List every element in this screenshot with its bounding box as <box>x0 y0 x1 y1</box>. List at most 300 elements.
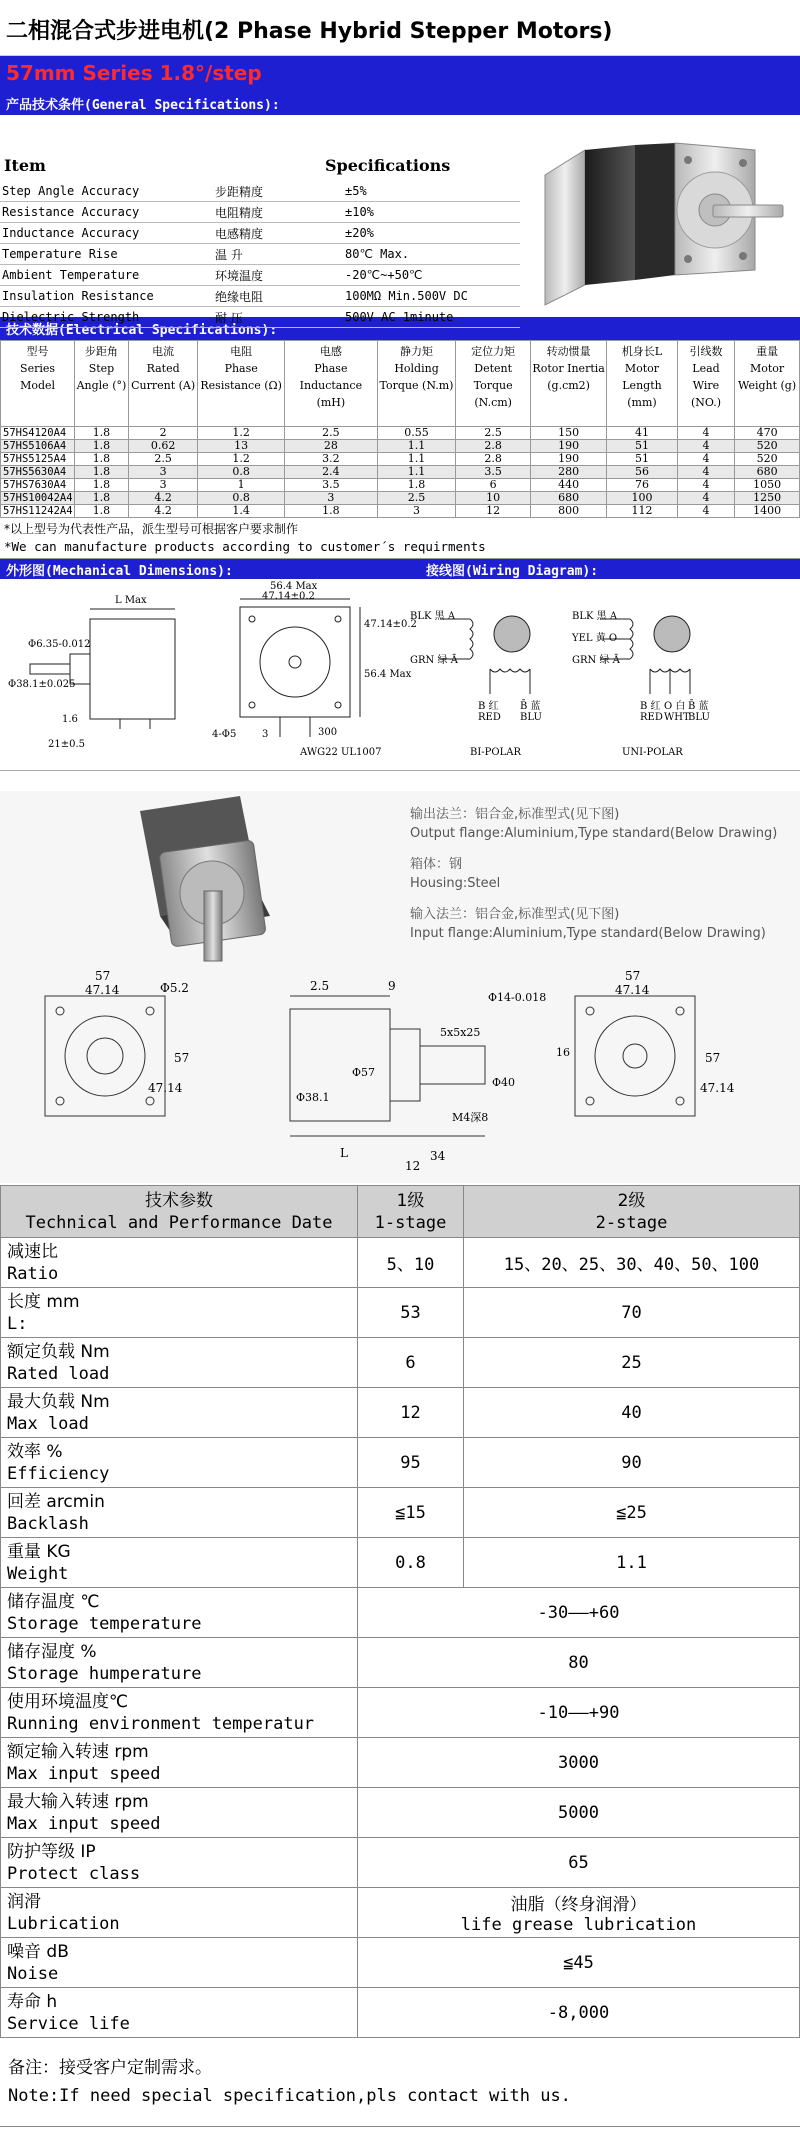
dim-r: 47.14 <box>148 1081 183 1095</box>
elec-cell: 4 <box>677 505 734 518</box>
perf-stage1-value: 0.8 <box>358 1538 464 1588</box>
perf-label-cn: 储存湿度 % <box>7 1641 97 1662</box>
elec-header-en: Phase Resistance (Ω) <box>200 362 282 392</box>
perf-row <box>1 1538 800 1588</box>
perf-row <box>1 1338 800 1388</box>
elec-cell: 680 <box>531 492 607 505</box>
elec-cell: 0.55 <box>377 427 455 440</box>
elec-header-cn: 引线数 <box>689 345 723 358</box>
elec-header-en: Holding Torque (N.m) <box>379 362 454 392</box>
dim-shaft-dia: Φ6.35-0.012 <box>28 639 91 650</box>
elec-column-header <box>456 341 531 427</box>
perf-row <box>1 1738 800 1788</box>
elec-cell: 1.1 <box>377 466 455 479</box>
spec-value: ±20% <box>345 226 374 240</box>
elec-cell: 2.5 <box>284 427 377 440</box>
model-cell: 57HS7630A4 <box>1 479 75 492</box>
elec-cell: 2.5 <box>377 492 455 505</box>
dim-n: 16 <box>556 1046 570 1059</box>
series-banner: 57mm Series 1.8°/step <box>0 56 800 92</box>
wiring-diagram-label: 接线图(Wiring Diagram): <box>426 563 599 579</box>
elec-cell: 1.8 <box>75 505 129 518</box>
perf-label <box>1 1338 358 1388</box>
elec-row <box>1 440 800 453</box>
elec-cell: 1.8 <box>75 440 129 453</box>
elec-row <box>1 453 800 466</box>
elec-cell: 13 <box>198 440 284 453</box>
elec-column-header <box>198 341 284 427</box>
dim-lead-length: 300 <box>318 727 338 738</box>
elec-cell: 51 <box>607 440 678 453</box>
perf-row <box>1 1488 800 1538</box>
perf-label <box>1 1688 358 1738</box>
spec-item-en: Inductance Accuracy <box>2 226 140 240</box>
perf-merged-value <box>358 1638 800 1688</box>
elec-cell: 2.8 <box>456 453 531 466</box>
elec-cell: 1250 <box>735 492 800 505</box>
elec-cell: 2.5 <box>456 427 531 440</box>
dim-p: 47.14 <box>615 983 650 997</box>
elec-cell: 4 <box>677 440 734 453</box>
spec-item-cn: 耐 压 <box>215 310 243 325</box>
wire-bb2: B̄ 蓝 BLU <box>688 701 710 723</box>
dim-boss-height: 1.6 <box>62 714 78 725</box>
perf-row <box>1 1788 800 1838</box>
housing-text <box>410 855 500 893</box>
housing-en: Housing:Steel <box>410 876 501 891</box>
elec-header-en: Series Model <box>20 362 56 392</box>
elec-header-cn: 转动惯量 <box>546 345 591 358</box>
elec-cell: 150 <box>531 427 607 440</box>
perf-label-cn: 储存温度 ℃ <box>7 1591 100 1612</box>
elec-row <box>1 492 800 505</box>
elec-cell: 4 <box>677 453 734 466</box>
perf-merged-value <box>358 1738 800 1788</box>
note-cn: *以上型号为代表性产品，派生型号可根据客户要求制作 <box>4 522 299 536</box>
spec-value: 100MΩ Min.500V DC <box>345 289 468 303</box>
elec-cell: 4 <box>677 492 734 505</box>
mechanical-bar <box>0 559 800 579</box>
perf-value: 油脂（终身润滑） <box>510 1895 647 1915</box>
wire-b-blu: B̄ 蓝 BLU <box>520 701 542 723</box>
elec-cell: 520 <box>735 440 800 453</box>
mechanical-drawings <box>0 579 800 771</box>
elec-cell: 10 <box>456 492 531 505</box>
elec-header-en: Rotor Inertia (g.cm2) <box>532 362 605 392</box>
perf-value: -8,000 <box>547 2002 610 2023</box>
perf-label <box>1 1238 358 1288</box>
note-en: *We can manufacture products according to customer´s requirments <box>4 539 486 554</box>
elec-row <box>1 505 800 518</box>
electrical-notes <box>0 518 800 559</box>
elec-cell: 1.8 <box>75 466 129 479</box>
dim-e: 9 <box>388 979 396 993</box>
perf-label-en: Running environment temperatur <box>7 1713 315 1734</box>
perf-merged-value <box>358 1988 800 2038</box>
elec-cell: 4 <box>677 466 734 479</box>
elec-cell: 56 <box>607 466 678 479</box>
elec-cell: 800 <box>531 505 607 518</box>
elec-header-en: Lead Wire (NO.) <box>690 362 722 409</box>
elec-header-cn: 静力矩 <box>400 345 434 358</box>
wire-blk-a: BLK 黑 A <box>410 611 456 622</box>
elec-header-en: Phase Inductance (mH) <box>299 362 363 409</box>
perf-label-cn: 长度 mm <box>7 1291 80 1312</box>
dim-three: 3 <box>262 729 269 740</box>
elec-cell: 1 <box>198 479 284 492</box>
dim-a: 57 <box>95 969 111 983</box>
elec-cell: 3 <box>377 505 455 518</box>
perf-label-cn: 寿命 h <box>7 1991 58 2012</box>
perf-label-en: Rated load <box>7 1363 110 1384</box>
elec-cell: 12 <box>456 505 531 518</box>
elec-header-en: Rated Current (A) <box>131 362 196 392</box>
perf-merged-value <box>358 1838 800 1888</box>
input-flange-en: Input flange:Aluminium,Type standard(Below Drawing) <box>410 926 766 941</box>
elec-column-header <box>607 341 678 427</box>
perf-label-cn: 效率 % <box>7 1441 63 1462</box>
model-cell: 57HS10042A4 <box>1 492 75 505</box>
general-specifications <box>0 115 800 325</box>
dim-f: Φ14-0.018 <box>488 991 547 1004</box>
perf-label <box>1 1388 358 1438</box>
perf-label <box>1 1588 358 1638</box>
perf-row <box>1 1838 800 1888</box>
elec-row <box>1 479 800 492</box>
perf-label-cn: 回差 arcmin <box>7 1491 105 1512</box>
wire-yel-o: YEL 黄 O <box>572 633 618 644</box>
elec-cell: 4.2 <box>128 492 198 505</box>
elec-header-cn: 电阻 <box>230 345 253 358</box>
spec-heading: Specifications <box>325 156 451 175</box>
general-spec-row <box>0 202 520 223</box>
elec-cell: 0.8 <box>198 466 284 479</box>
elec-cell: 3 <box>128 466 198 479</box>
elec-header-cn: 型号 <box>26 345 49 358</box>
perf-stage2-value: 40 <box>464 1388 800 1438</box>
perf-label-en: Service life <box>7 2013 130 2034</box>
perf-label <box>1 1638 358 1688</box>
perf-label-cn: 使用环境温度℃ <box>7 1691 129 1712</box>
spec-item-cn: 电感精度 <box>215 226 264 241</box>
elec-cell: 1.8 <box>284 505 377 518</box>
elec-header-cn: 步距角 <box>84 345 118 358</box>
elec-cell: 2 <box>128 427 198 440</box>
dim-s: 57 <box>705 1051 721 1065</box>
perf-label-en: Max load <box>7 1413 89 1434</box>
input-flange-cn: 输入法兰：铝合金,标准型式(见下图) <box>410 907 620 922</box>
perf-head-stage2: 2级 2-stage <box>464 1186 800 1238</box>
elec-cell: 3.5 <box>456 466 531 479</box>
dim-g: 5x5x25 <box>440 1026 481 1039</box>
elec-column-header <box>75 341 129 427</box>
perf-merged-value <box>358 1788 800 1838</box>
bipolar-label: BI-POLAR <box>470 747 521 758</box>
elec-cell: 3 <box>284 492 377 505</box>
elec-cell: 2.4 <box>284 466 377 479</box>
general-spec-row <box>0 181 520 202</box>
elec-cell: 3 <box>128 479 198 492</box>
elec-cell: 470 <box>735 427 800 440</box>
perf-label-cn: 额定输入转速 rpm <box>7 1741 149 1762</box>
elec-header-cn: 定位力矩 <box>471 345 516 358</box>
dim-c: Φ5.2 <box>160 981 189 995</box>
model-cell: 57HS11242A4 <box>1 505 75 518</box>
wire-grn-a: GRN 绿 Ā <box>410 655 458 666</box>
general-spec-bar: 产品技术条件(General Specifications): <box>0 92 800 115</box>
footer-note <box>0 2038 800 2127</box>
perf-label-cn: 润滑 <box>7 1891 41 1912</box>
elec-header-en: Detent Torque (N.cm) <box>473 362 513 409</box>
perf-merged-value <box>358 1688 800 1738</box>
perf-label-en: Protect class <box>7 1863 141 1884</box>
footer-note-en: Note:If need special specification,pls contact with us. <box>8 2086 571 2106</box>
elec-cell: 0.8 <box>198 492 284 505</box>
model-cell: 57HS5125A4 <box>1 453 75 466</box>
perf-merged-value <box>358 1888 800 1938</box>
elec-cell: 3.2 <box>284 453 377 466</box>
perf-stage1-value: 95 <box>358 1438 464 1488</box>
dim-mount-holes: 4-Φ5 <box>212 729 237 740</box>
elec-cell: 41 <box>607 427 678 440</box>
perf-row <box>1 1938 800 1988</box>
perf-label-en: Noise <box>7 1963 59 1984</box>
elec-cell: 4 <box>677 479 734 492</box>
spec-value: 80℃ Max. <box>345 247 410 261</box>
elec-header-cn: 电流 <box>152 345 175 358</box>
spec-item-en: Ambient Temperature <box>2 268 140 282</box>
output-flange-cn: 输出法兰：铝合金,标准型式(见下图) <box>410 807 620 822</box>
elec-cell: 76 <box>607 479 678 492</box>
model-cell: 57HS5106A4 <box>1 440 75 453</box>
wire-o2: O 白 WHT <box>664 701 690 723</box>
perf-label <box>1 1988 358 2038</box>
wire-grn-a2: GRN 绿 Ā <box>572 655 620 666</box>
elec-cell: 28 <box>284 440 377 453</box>
general-spec-row <box>0 223 520 244</box>
elec-cell: 440 <box>531 479 607 492</box>
dim-t: 12 <box>405 1159 421 1173</box>
perf-label <box>1 1938 358 1988</box>
perf-label-cn: 最大输入转速 rpm <box>7 1791 149 1812</box>
elec-column-header <box>128 341 198 427</box>
elec-header-en: Motor Weight (g) <box>738 362 797 392</box>
elec-header-cn: 机身长L <box>621 345 663 358</box>
elec-cell: 0.62 <box>128 440 198 453</box>
spec-value: ±5% <box>345 184 367 198</box>
spec-item-en: Temperature Rise <box>2 247 118 261</box>
perf-stage2-value: 15、20、25、30、40、50、100 <box>464 1238 800 1288</box>
perf-head-stage1: 1级 1-stage <box>358 1186 464 1238</box>
spec-item-en: Insulation Resistance <box>2 289 154 303</box>
spec-item-cn: 电阻精度 <box>215 205 264 220</box>
performance-table <box>0 1185 800 2038</box>
perf-label-cn: 防护等级 IP <box>7 1841 96 1862</box>
elec-cell: 1.2 <box>198 453 284 466</box>
dim-shaft-length: 21±0.5 <box>48 739 86 750</box>
elec-cell: 1050 <box>735 479 800 492</box>
perf-stage1-value: ≦15 <box>358 1488 464 1538</box>
perf-label-cn: 噪音 dB <box>7 1941 69 1962</box>
elec-cell: 3.5 <box>284 479 377 492</box>
perf-row <box>1 1388 800 1438</box>
dim-b: 47.14 <box>85 983 120 997</box>
perf-stage2-value: 90 <box>464 1438 800 1488</box>
perf-value: 3000 <box>558 1752 599 1773</box>
dim-d: 2.5 <box>310 979 330 993</box>
elec-cell: 51 <box>607 453 678 466</box>
elec-header-en: Motor Length (mm) <box>622 362 662 409</box>
perf-value: -30——+60 <box>537 1602 620 1623</box>
dim-i: Φ57 <box>352 1066 376 1079</box>
elec-column-header <box>531 341 607 427</box>
perf-merged-value <box>358 1588 800 1638</box>
page-title: 二相混合式步进电机(2 Phase Hybrid Stepper Motors) <box>0 0 800 56</box>
perf-label-en: Backlash <box>7 1513 89 1534</box>
perf-stage2-value: ≦25 <box>464 1488 800 1538</box>
spec-item-cn: 绝缘电阻 <box>215 289 264 304</box>
perf-label-cn: 最大负载 Nm <box>7 1391 110 1412</box>
perf-value: -10——+90 <box>537 1702 620 1723</box>
wire-b2: B 红 RED <box>640 701 663 723</box>
perf-label <box>1 1438 358 1488</box>
general-spec-row <box>0 307 520 328</box>
elec-header-cn: 重量 <box>756 345 779 358</box>
electrical-spec-bar: 技术数据(Electrical Specifications): <box>0 317 800 340</box>
mechanical-dimensions-label: 外形图(Mechanical Dimensions): <box>6 563 233 579</box>
perf-stage2-value: 25 <box>464 1338 800 1388</box>
elec-cell: 2.8 <box>456 440 531 453</box>
perf-head-param: 技术参数 Technical and Performance Date <box>1 1186 358 1238</box>
perf-stage1-value: 12 <box>358 1388 464 1438</box>
perf-label-en: L: <box>7 1313 28 1334</box>
perf-value: ≦45 <box>563 1952 594 1973</box>
perf-label <box>1 1788 358 1838</box>
elec-cell: 2.5 <box>128 453 198 466</box>
perf-row <box>1 1238 800 1288</box>
perf-label-en: Max input speed <box>7 1813 161 1834</box>
elec-cell: 1.1 <box>377 440 455 453</box>
model-cell: 57HS5630A4 <box>1 466 75 479</box>
input-flange-text <box>410 905 766 943</box>
perf-row <box>1 1688 800 1738</box>
perf-label <box>1 1488 358 1538</box>
dim-q: 57 <box>174 1051 190 1065</box>
spec-value: -20℃~+50℃ <box>345 268 423 282</box>
spec-item-en: Resistance Accuracy <box>2 205 140 219</box>
perf-row <box>1 1988 800 2038</box>
spec-value: 500V AC 1minute <box>345 310 454 324</box>
wire-b-red: B 红 RED <box>478 701 501 723</box>
spec-item-cn: 步距精度 <box>215 184 264 199</box>
elec-cell: 1400 <box>735 505 800 518</box>
elec-row <box>1 427 800 440</box>
elec-cell: 1.8 <box>75 453 129 466</box>
perf-label-en: Storage humperature <box>7 1663 202 1684</box>
output-flange-text <box>410 805 777 843</box>
perf-stage2-value: 70 <box>464 1288 800 1338</box>
perf-label-en: Max input speed <box>7 1763 161 1784</box>
perf-label <box>1 1288 358 1338</box>
elec-cell: 520 <box>735 453 800 466</box>
dim-height-max: 56.4 Max <box>364 669 412 680</box>
elec-column-header <box>377 341 455 427</box>
perf-label-cn: 重量 KG <box>7 1541 71 1562</box>
general-spec-header <box>0 145 520 181</box>
footer-note-cn: 备注：接受客户定制需求。 <box>8 2058 212 2078</box>
perf-row <box>1 1288 800 1338</box>
dim-l: 34 <box>430 1149 446 1163</box>
perf-stage1-value: 6 <box>358 1338 464 1388</box>
dim-u: 47.14 <box>700 1081 735 1095</box>
output-flange-en: Output flange:Aluminium,Type standard(Below Drawing) <box>410 826 778 841</box>
perf-stage1-value: 53 <box>358 1288 464 1338</box>
perf-label <box>1 1888 358 1938</box>
gearbox-drawing <box>0 791 800 1183</box>
gearbox-section <box>0 791 800 1183</box>
spec-item-cn: 温 升 <box>215 247 243 262</box>
wire-blk-a2: BLK 黑 A <box>572 611 618 622</box>
perf-label-en: Storage temperature <box>7 1613 202 1634</box>
elec-cell: 190 <box>531 440 607 453</box>
perf-value-en: life grease lubrication <box>460 1915 697 1935</box>
performance-header <box>1 1186 800 1238</box>
dim-length: L Max <box>115 595 147 606</box>
dim-k: L <box>340 1146 348 1160</box>
model-cell: 57HS4120A4 <box>1 427 75 440</box>
perf-stage1-value: 5、10 <box>358 1238 464 1288</box>
elec-cell: 1.8 <box>75 492 129 505</box>
elec-cell: 4.2 <box>128 505 198 518</box>
elec-cell: 112 <box>607 505 678 518</box>
dim-boss-dia: Φ38.1±0.025 <box>8 679 76 690</box>
perf-label-en: Efficiency <box>7 1463 110 1484</box>
elec-cell: 6 <box>456 479 531 492</box>
dim-hole-spacing-v: 47.14±0.2 <box>364 619 417 630</box>
elec-column-header <box>677 341 734 427</box>
elec-column-header <box>1 341 75 427</box>
elec-cell: 190 <box>531 453 607 466</box>
perf-label <box>1 1738 358 1788</box>
dim-o: 57 <box>625 969 641 983</box>
dim-width-max: 56.4 Max <box>270 581 318 592</box>
dim-m: M4深8 <box>452 1111 489 1124</box>
general-spec-row <box>0 265 520 286</box>
elec-cell: 100 <box>607 492 678 505</box>
elec-cell: 1.8 <box>75 427 129 440</box>
item-heading: Item <box>4 156 46 175</box>
unipolar-label: UNI-POLAR <box>622 747 683 758</box>
perf-value: 65 <box>568 1852 589 1873</box>
elec-cell: 1.8 <box>75 479 129 492</box>
perf-stage2-value: 1.1 <box>464 1538 800 1588</box>
spec-value: ±10% <box>345 205 374 219</box>
perf-merged-value <box>358 1938 800 1988</box>
spec-item-en: Step Angle Accuracy <box>2 184 140 198</box>
spec-item-cn: 环境温度 <box>215 268 264 283</box>
perf-value: 5000 <box>558 1802 599 1823</box>
perf-label-en: Ratio <box>7 1263 59 1284</box>
perf-row <box>1 1888 800 1938</box>
general-spec-row <box>0 244 520 265</box>
elec-cell: 1.2 <box>198 427 284 440</box>
elec-row <box>1 466 800 479</box>
perf-row <box>1 1438 800 1488</box>
elec-cell: 1.1 <box>377 453 455 466</box>
elec-cell: 4 <box>677 427 734 440</box>
perf-label-cn: 额定负载 Nm <box>7 1341 110 1362</box>
perf-label-en: Weight <box>7 1563 69 1584</box>
